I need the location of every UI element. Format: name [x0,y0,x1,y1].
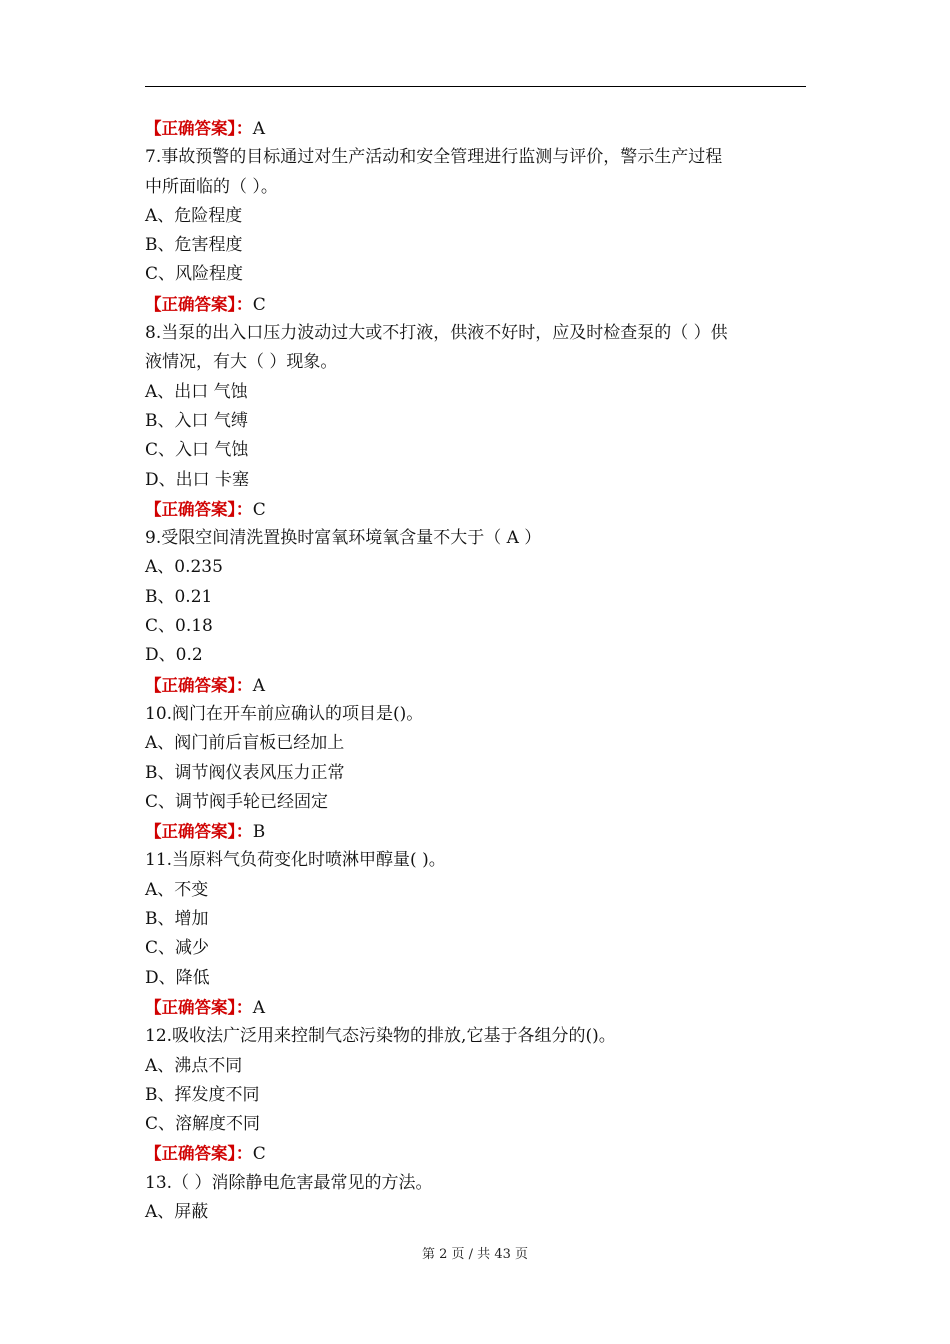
option: C、风险程度 [145,264,244,285]
option: D、0.2 [145,645,203,666]
answer-value: C [252,1144,266,1165]
answer-label: 【正确答案】 [145,294,236,314]
answer-label: 【正确答案】 [145,1144,236,1164]
answer-value: A [252,997,266,1018]
answer-line [145,993,806,1022]
option: A、0.235 [145,557,223,578]
question-13-line-1: 13.（ ）消除静电危害最常见的方法。 [145,1172,433,1193]
option: B、0.21 [145,586,213,607]
answer-value: C [252,499,266,520]
answer-label: 【正确答案】 [145,119,236,138]
footer-prefix: 第 [421,1247,435,1262]
answer-colon: ： [235,997,253,1018]
answer-line [145,671,806,700]
option: B、挥发度不同 [145,1084,260,1105]
answer-line [145,817,806,846]
answer-line [145,290,806,319]
answer-colon: ： [235,675,253,696]
question-10-line-1: 10.阀门在开车前应确认的项目是()。 [145,703,424,724]
answer-label: 【正确答案】 [145,499,236,519]
answer-label: 【正确答案】 [145,822,236,842]
footer-total-pages: 43 [494,1247,511,1262]
answer-value: A [252,675,266,696]
option: A、沸点不同 [145,1055,243,1076]
answer-line [145,114,806,143]
option: D、降低 [145,967,210,988]
question-11-line-1: 11.当原料气负荷变化时喷淋甲醇量( )。 [145,850,446,871]
footer-mid: 页 / 共 [451,1247,491,1262]
answer-line [145,1139,806,1168]
answer-colon: ： [235,822,253,843]
option: B、入口 气缚 [145,410,248,431]
question-8-line-1: 8.当泵的出入口压力波动过大或不打液，供液不好时，应及时检查泵的（ ）供 [145,323,728,344]
question-12-line-1: 12.吸收法广泛用来控制气态污染物的排放,它基于各组分的()。 [145,1026,616,1047]
option: A、危险程度 [145,205,243,226]
answer-colon: ： [235,119,253,139]
answer-colon: ： [235,294,253,315]
header-rule [145,86,806,87]
answer-value: A [252,119,266,139]
question-7-line-1: 7.事故预警的目标通过对生产活动和安全管理进行监测与评价，警示生产过程 [145,147,723,168]
option: D、出口 卡塞 [145,469,250,490]
option: A、出口 气蚀 [145,381,248,402]
option: A、不变 [145,879,209,900]
option: C、0.18 [145,616,213,637]
option: C、溶解度不同 [145,1114,261,1135]
option: B、危害程度 [145,235,243,256]
option: C、调节阀手轮已经固定 [145,791,329,812]
option: C、入口 气蚀 [145,440,249,461]
answer-label: 【正确答案】 [145,997,236,1017]
page-footer [0,1243,950,1262]
answer-colon: ： [235,1144,253,1165]
question-8-line-2: 液情况，有大（ ）现象。 [145,352,338,373]
answer-colon: ： [235,499,253,520]
option: C、减少 [145,938,210,959]
page-content [145,114,806,1227]
question-7-line-2: 中所面临的（ ）。 [145,176,278,197]
answer-value: B [252,822,266,843]
option: A、屏蔽 [145,1201,209,1222]
footer-suffix: 页 [515,1247,529,1262]
answer-value: C [252,294,266,315]
question-9-line-1: 9.受限空间清洗置换时富氧环境氧含量不大于（ A ） [145,528,542,549]
answer-line [145,495,806,524]
answer-label: 【正确答案】 [145,675,236,695]
option: B、增加 [145,909,209,930]
footer-page-number: 2 [439,1247,448,1262]
option: A、阀门前后盲板已经加上 [145,733,345,754]
option: B、调节阀仪表风压力正常 [145,762,345,783]
